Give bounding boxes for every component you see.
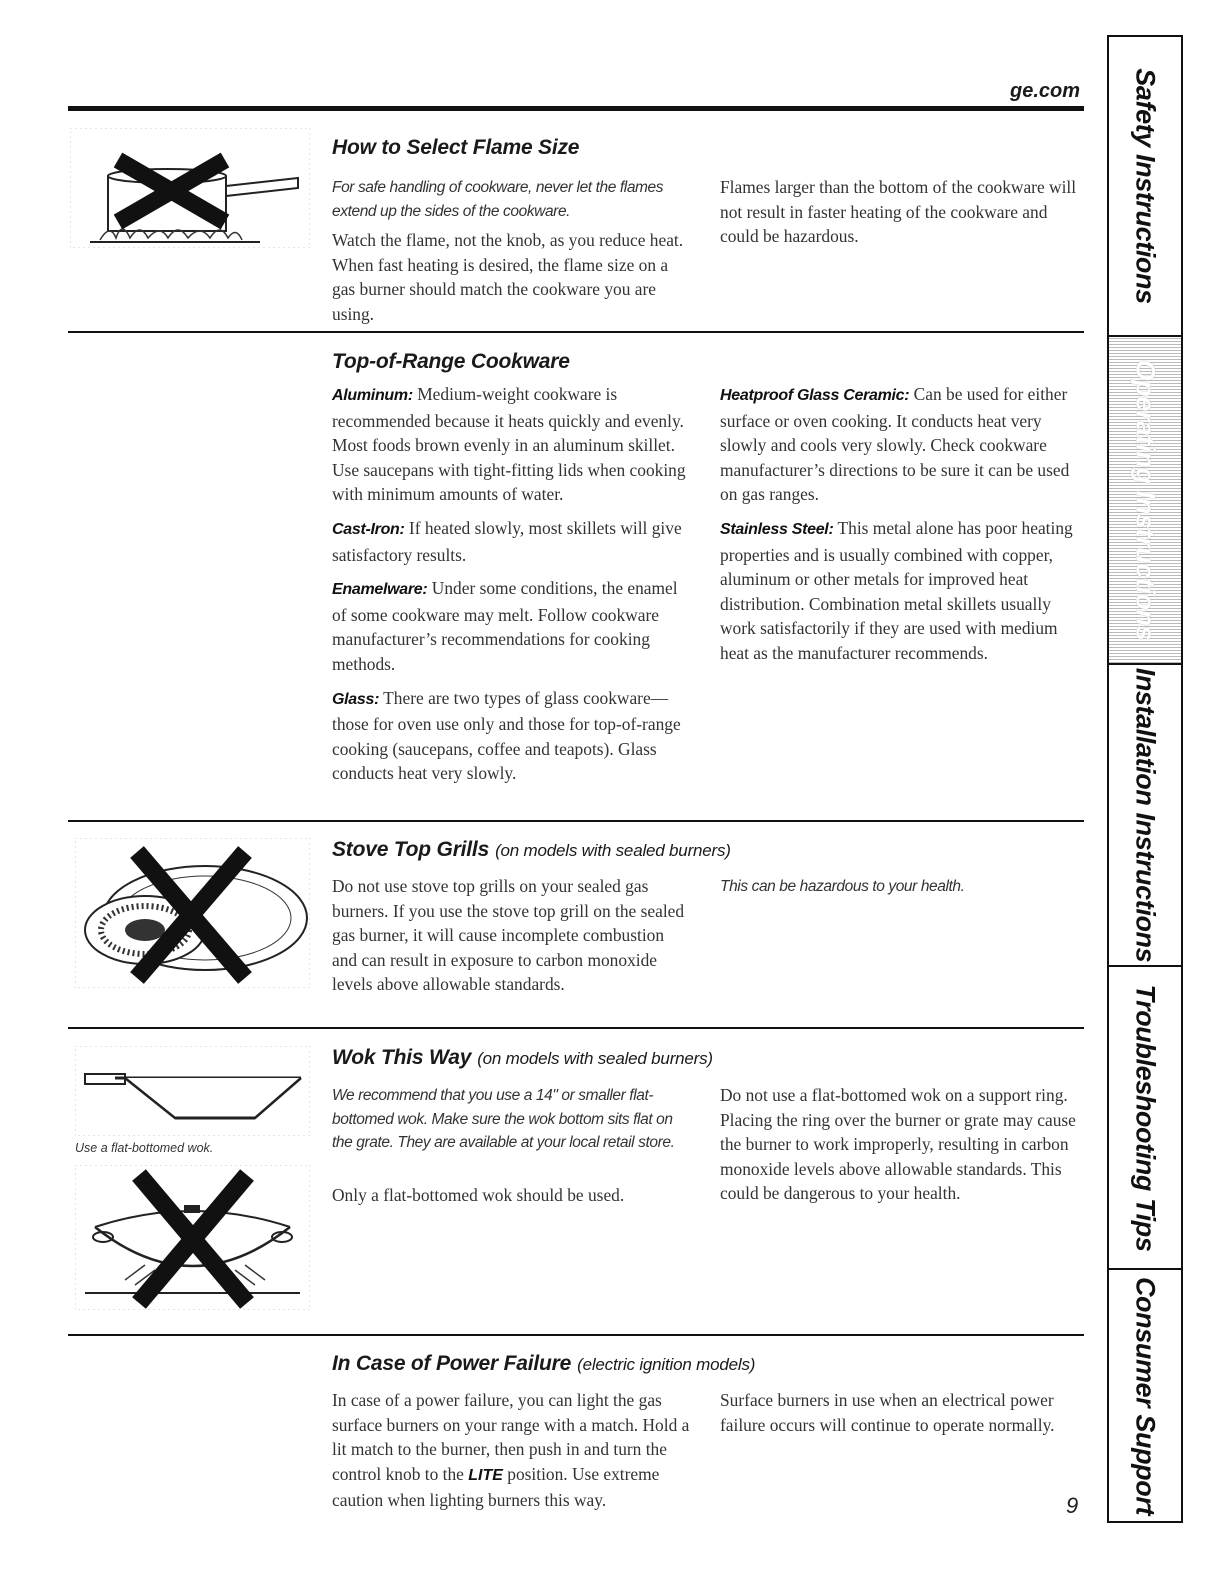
tab-label: Safety Instructions (1130, 68, 1161, 304)
section-divider (68, 820, 1084, 822)
cookware-text: This metal alone has poor heating properties and is usually combined with copper, aluminum or other metals for improved heat distribution. Combination metal skillets usually work satisfactorily if they are used with medium heat as the manufacturer recommends. (720, 517, 1073, 663)
wok-caption: Use a flat-bottomed wok. (75, 1141, 214, 1155)
cookware-label: Stainless Steel: (720, 520, 834, 538)
cookware-text: Medium-weight cookware is recommended because it heats quickly and evenly. Most foods brown evenly in an aluminum skillet. Use saucepans with tight-fitting lids when cooking with minimum amounts of water. (332, 384, 686, 505)
cookware-text: If heated slowly, most skillets will give satisfactory results. (332, 517, 682, 565)
section-divider (68, 331, 1084, 333)
header-rule (68, 106, 1084, 111)
cookware-label: Aluminum: (332, 387, 413, 404)
tab-troubleshooting-tips[interactable] (1109, 967, 1181, 1270)
tab-label: Troubleshooting Tips (1130, 984, 1161, 1251)
cookware-item-aluminum (332, 382, 692, 507)
section-title-grills (332, 838, 731, 862)
section-title-cookware: Top-of-Range Cookware (332, 350, 570, 373)
cookware-label: Glass: (332, 690, 380, 708)
grills-title: Stove Top Grills (332, 838, 490, 861)
tab-consumer-support[interactable] (1109, 1270, 1181, 1521)
flame-size-illustration (70, 128, 310, 248)
grills-subtitle: (on models with sealed burners) (495, 841, 731, 860)
tab-label: Consumer Support (1130, 1276, 1161, 1515)
flat-bottomed-wok-illustration (75, 1046, 310, 1136)
power-body (332, 1388, 692, 1513)
power-title: In Case of Power Failure (332, 1352, 572, 1375)
wok-body: Do not use a flat-bottomed wok on a support ring. Placing the ring over the burner or grate may cause the burner to work improperly, resulting in carbon monoxide levels above allowable standards. This could be dangerous to your health. (720, 1085, 1076, 1204)
wok-only: Only a flat-bottomed wok should be used. (332, 1185, 625, 1205)
grills-warning: This can be hazardous to your health. (720, 878, 965, 895)
cookware-label: Enamelware: (332, 581, 428, 599)
wok-on-ring-illustration (75, 1165, 310, 1310)
cookware-text: Under some conditions, the enamel of some cookware may melt. Follow cookware manufacturer’s recommendations for cooking methods. (332, 578, 678, 674)
cookware-item-stainless-steel (720, 516, 1085, 666)
tab-installation-instructions[interactable] (1109, 665, 1181, 967)
tab-operating-instructions[interactable] (1109, 337, 1181, 665)
power-body-start: In case of a power failure, you can light the gas surface burners on your range with a match. Hold a lit match to the burner, then push in and turn the control knob to the (332, 1390, 690, 1484)
tab-label: Installation Instructions (1130, 667, 1161, 963)
grills-body: Do not use stove top grills on your sealed gas burners. If you use the stove top grill on the sealed gas burner, it will cause incomplete combustion and can result in exposure to carbon monoxide levels above allowable standards. (332, 876, 685, 995)
cookware-right-column (720, 382, 1085, 675)
lite-position-label: LITE (468, 1466, 503, 1484)
flame-body-2: Flames larger than the bottom of the cookware will not result in faster heating of the cookware and could be hazardous. (720, 177, 1077, 247)
cookware-item-glass-ceramic (720, 382, 1085, 507)
cookware-label: Heatproof Glass Ceramic: (720, 387, 910, 404)
section-title-wok (332, 1046, 713, 1070)
cookware-text: There are two types of glass cookware—those for oven use only and those for top-of-range cooking (saucepans, coffee and teapots). Glass conducts heat very slowly. (332, 687, 681, 784)
wok-subtitle: (on models with sealed burners) (477, 1049, 713, 1068)
cookware-left-column (332, 382, 692, 795)
stove-top-grill-illustration (75, 838, 310, 988)
cookware-item-enamelware (332, 576, 692, 676)
section-divider (68, 1334, 1084, 1336)
tab-label: Operating Instructions (1130, 359, 1161, 641)
wok-title: Wok This Way (332, 1046, 472, 1069)
flame-caution: For safe handling of cookware, never let the flames extend up the sides of the cookware. (332, 179, 664, 220)
side-tab-bar (1107, 35, 1183, 1523)
power-subtitle: (electric ignition models) (577, 1355, 756, 1374)
cookware-text: Can be used for either surface or oven cooking. It conducts heat very slowly and cools very slowly. Check cookware manufacturer’s directions to be sure it can be used on gas ranges. (720, 384, 1070, 505)
power-body-end: position. Use extreme caution when lighting burners this way. (332, 1463, 660, 1511)
power-body-2: Surface burners in use when an electrical power failure occurs will continue to operate normally. (720, 1390, 1055, 1435)
section-title-flame: How to Select Flame Size (332, 136, 580, 159)
section-title-power (332, 1352, 755, 1376)
page-number: 9 (1066, 1493, 1079, 1518)
wok-recommend: We recommend that you use a 14" or smaller flat-bottomed wok. Make sure the wok bottom sits flat on the grate. They are available at your local retail store. (332, 1087, 675, 1151)
site-url: ge.com (1010, 80, 1081, 102)
section-divider (68, 1027, 1084, 1029)
cookware-item-cast-iron (332, 516, 692, 567)
cookware-item-glass (332, 686, 692, 786)
cookware-label: Cast-Iron: (332, 520, 405, 538)
flame-body: Watch the flame, not the knob, as you reduce heat. When fast heating is desired, the flame size on a gas burner should match the cookware you are using. (332, 230, 684, 324)
tab-safety-instructions[interactable] (1109, 37, 1181, 337)
